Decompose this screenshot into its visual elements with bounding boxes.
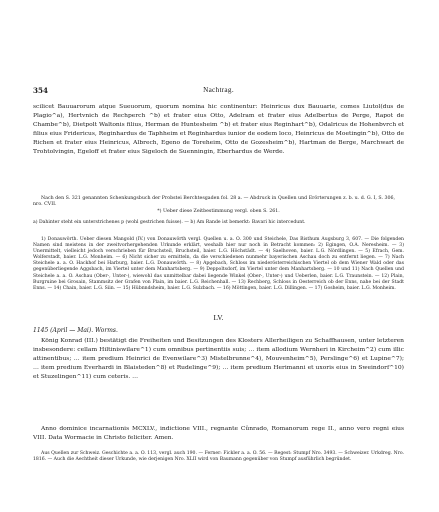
numbered-notes: [33, 237, 404, 292]
main-paragraph: scilicet Bauuarorum atque Sueuorum, quorum nomina hic continentur: Heinricus dux Bauuarie, comes Liutol(dus de Plagio^a), Hertvnich de Rechperch ^b) et frater eius Otto, Adelram et frater eius Adelbertus de Perge, Rapot de Chambe^b), Dietpolt Waltonis filius, Herman de Huntesheim ^b) et frater eius Reginhart^b), Odalricus de Hohenbvrch et filius eius Fridericus, Reginhardus de Taphheim et Reginhardus iunior de eodem loco, Heinricus de Moetingin^b), Otto de Richen et frater eius Heinricus, Albrech, Egeno de Toreheim, Otto de Gozesheim^b), Hartman de Berge, Marchwart de Trohtolvingin, Egeloff et frater eius Sigeloch de Suenningin, Eberhardus de Werde.: [33, 103, 404, 156]
numbered-notes-text: 1) Donauwörth. Ueber diesen Mangold (IV.) von Donauwörth vergl. Quellen u. a. O. 300 und Steichele, Das Bisthum Augsburg 3, 607. — Die folgenden Namen sind meistens in der zweitvorhergehenden Urkunde erklärt, weshalb hier nur noch in Betracht kommen: 2) Egingen, O.A. Neresheim. — 3) Unermittelt, vielleicht jedoch verschrieben für Bruchsteil, Bruchsteil, baier. L.G. Höchstädt. — 4) Saelhoven, baier. L.G. Nördlingen. — 5) Efrach, Gem. Wolferstadt, baier. L.G. Monheim. — 6) Nicht sicher zu ermitteln, da die verschiedenen nunmehr bayerischen Aschau doch zu entfernt liegen. — 7) Nach Steichele a. a. O. Hackhof bei Harburg, baier. L.G. Donauwörth. — 8) Apgebach, Schloss im niederösterreichischen Viertel ob dem Wiener Wald oder das gegenüberliegende Aggsbach, im Viertel unter dem Manhartsberg. — 9) Deppoltsdorf, im Viertel unter dem Manhartsberg. — 10 und 11) Nach Quellen und Steichele a. a. O. Aschau (Ober-, Unter-), wiewohl das unmittelbar dabei liegende Winkel (Ober-, Unter-) und Ueberlen, baier. L.G. Traunstein. — 12) Plain, Burgruine bei Grosain, Stammsitz der Grafen von Plain, im baier. L.G. Reichenhall. — 13) Rechberg, Schloss in Oesterreich ob der Enns, nahe bei der Stadt Enns. — 14) Chain, baier. L.G. Siin. — 15) Hübnndsheim, baier. L.G. Sulzbach. — 16) Möttingen, baier. L.G. Dillingen. — 17) Gosheim, baier. L.G. Monheim.: [33, 237, 404, 291]
running-title: Nachtrag.: [203, 86, 234, 94]
source-note-text: Nach den S. 321 genannten Schenkungsbuch der Probstei Berchtesgaden fol. 28 a. — Abdruck in Quellen und Erörterungen z. b. u. d. G. I, S. 306, nro. CVII.: [33, 196, 396, 208]
textual-notes: [33, 220, 404, 228]
sources-paragraph: Aus Quellen zur Schweiz. Geschichte a. a. O. 113, vergl. auch 190. — Ferner: Fickler a. a. O. 56. — Regest: Stumpf Nro. 3493. — Schweizer. Urkdreg. Nro. 1816. — Auch die Aechtheit dieser Urkunde, wie derjenigen Nro. XLII wird von Baumann gegenüber von Stumpf ausführlich begründet.: [33, 451, 404, 463]
document-heading: 1145 (April — Mai). Worms.: [33, 327, 118, 334]
page-number: 354: [33, 86, 49, 95]
dating-paragraph: Anno dominice incarnationis MCXLV., indictione VIII., regnante Cûnrado, Romanorum rege II., anno vero regni eius VIII. Data Wormacie in Christo feliciter. Amen.: [33, 425, 404, 442]
textual-notes-text: a) Dahinter steht ein unterstrichenes p (wohl gestrichen fuisse). — b) Am Rande ist bemerkt: Bavari hic intercedunt.: [33, 220, 306, 225]
sources-note: [33, 451, 404, 463]
dating-clause: [33, 424, 404, 442]
main-text: [33, 102, 404, 157]
summary-paragraph: König Konrad (III.) bestätigt die Freiheiten und Besitzungen des Klosters Allerheiligen zu Schaffhausen, unter letzteren insbesondere: cellam Hiltiniswilare^1) cum omnibus pertinentiis suis; … item allodium Wernheri in Kircheim^2) cum illic attinentibus; … item predium Heinrici de Evenwilare^3) Mistelbrunne^4), Mouvenheim^5), Perslinge^6) et Lupine^7); … item predium Everhardi in Blaisteden^8) et Rudelinge^9); … item predium Herimanni et uxoris eius in Sweindorf^10) et Stuzelingen^11) cum ceteris. …: [33, 337, 404, 381]
source-note: [33, 196, 404, 216]
document-summary: [33, 336, 404, 381]
source-note-sub: *) Ueber diese Zeitbestimmung vergl. oben S. 261.: [157, 209, 280, 215]
section-number: LV.: [213, 313, 224, 322]
